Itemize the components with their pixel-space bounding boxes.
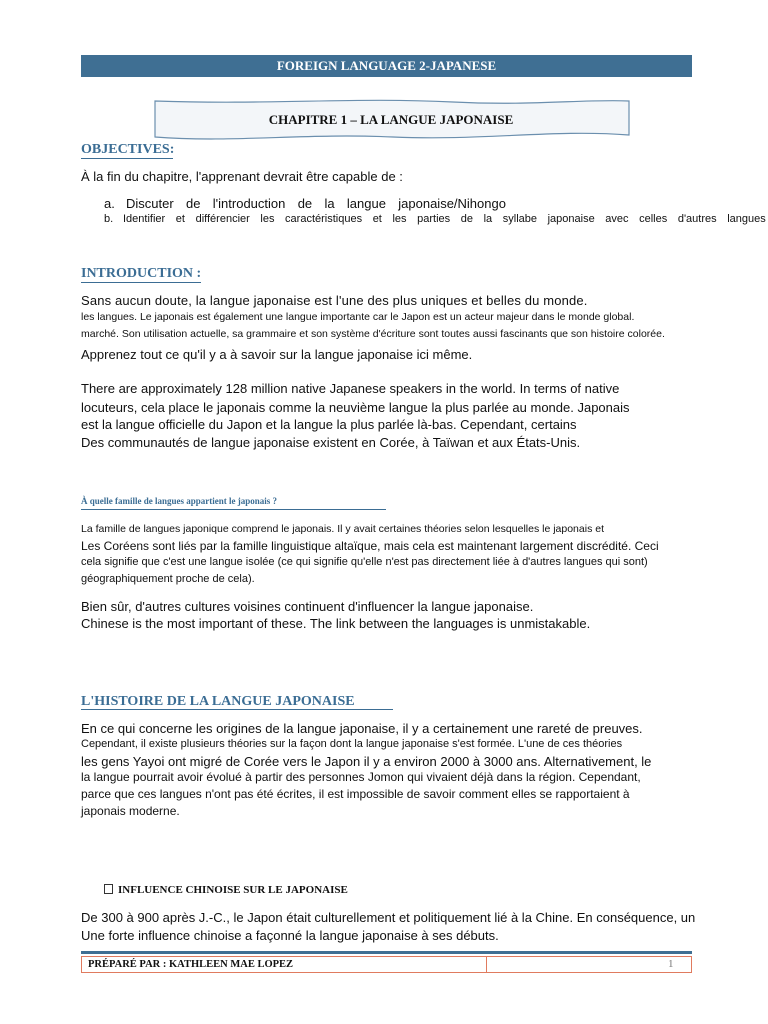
word: et	[372, 213, 382, 225]
chapter-title: CHAPITRE 1 – LA LANGUE JAPONAISE	[268, 112, 514, 127]
word: celles	[639, 213, 668, 225]
word: parties	[417, 213, 451, 225]
family-line-5: Bien sûr, d'autres cultures voisines continuent d'influencer la langue japonaise.	[81, 599, 534, 614]
intro-p2-line-1: There are approximately 128 million native Japanese speakers in the world. In terms of native	[81, 381, 620, 396]
intro-line-1: Sans aucun doute, la langue japonaise est l'une des plus uniques et belles du monde.	[81, 293, 588, 308]
footer-divider	[486, 956, 487, 973]
word: langues	[727, 213, 766, 225]
footer-page-number: 1	[668, 958, 674, 970]
footer-rule	[81, 951, 692, 954]
chinese-influence-heading: INFLUENCE CHINOISE SUR LE JAPONAISE	[118, 884, 348, 896]
intro-line-4: Apprenez tout ce qu'il y a à savoir sur la langue japonaise ici même.	[81, 347, 473, 362]
family-line-4: géographiquement proche de cela).	[81, 573, 255, 585]
family-line-3: cela signifie que c'est une langue isolée (ce qui signifie qu'elle n'est pas directement liée à d'autres langues qui sont)	[81, 556, 648, 568]
intro-line-3: marché. Son utilisation actuelle, sa grammaire et son système d'écriture sont toutes aussi fascinants que son histoire colorée.	[81, 328, 665, 340]
document-header: FOREIGN LANGUAGE 2-JAPANESE	[81, 55, 692, 77]
word: avec	[605, 213, 629, 225]
family-line-6: Chinese is the most important of these. The link between the languages is unmistakable.	[81, 616, 591, 631]
history-heading: L'HISTOIRE DE LA LANGUE JAPONAISE	[81, 694, 355, 709]
word: la	[483, 213, 493, 225]
objective-marker-b: b.	[104, 213, 114, 225]
history-line-6: japonais moderne.	[81, 804, 180, 818]
objectives-heading: OBJECTIVES:	[81, 142, 175, 157]
word: l'introduction	[212, 196, 286, 211]
family-heading-underline	[81, 509, 386, 510]
word: Discuter	[126, 196, 174, 211]
intro-p2-line-4: Des communautés de langue japonaise existent en Corée, à Taïwan et aux États-Unis.	[81, 435, 581, 450]
word: syllabe	[502, 213, 537, 225]
intro-line-2: les langues. Le japonais est également une langue importante car le Japon est un acteur majeur dans le monde global.	[81, 311, 635, 323]
word: caractéristiques	[285, 213, 363, 225]
intro-p2-line-3: est la langue officielle du Japon et la langue la plus parlée là-bas. Cependant, certains	[81, 417, 577, 432]
word: japonaise	[547, 213, 595, 225]
word: différencier	[195, 213, 250, 225]
introduction-heading: INTRODUCTION :	[81, 266, 202, 281]
family-heading: À quelle famille de langues appartient le japonais ?	[81, 496, 278, 506]
word: de	[297, 196, 313, 211]
family-line-1: La famille de langues japonique comprend le japonais. Il y avait certaines théories selon lesquelles le japonais et	[81, 523, 604, 535]
word: d'autres	[677, 213, 717, 225]
word: les	[260, 213, 275, 225]
intro-p2-line-2: locuteurs, cela place le japonais comme la neuvième langue la plus parlée au monde. Japonais	[81, 400, 630, 415]
word: Identifier	[123, 213, 166, 225]
introduction-heading-underline	[81, 282, 201, 283]
objective-item-b	[123, 213, 766, 225]
word: les	[392, 213, 407, 225]
objective-marker-a: a.	[104, 196, 115, 211]
missing-glyph-bullet-icon	[104, 884, 113, 894]
objectives-intro: À la fin du chapitre, l'apprenant devrait être capable de :	[81, 169, 403, 184]
word: langue	[346, 196, 386, 211]
history-line-1: En ce qui concerne les origines de la langue japonaise, il y a certainement une rareté de preuves.	[81, 721, 643, 736]
word: japonaise/Nihongo	[398, 196, 506, 211]
chinese-influence-line-1: De 300 à 900 après J.-C., le Japon était culturellement et politiquement lié à la Chine. En conséquence, un	[81, 910, 696, 925]
history-line-2: Cependant, il existe plusieurs théories sur la façon dont la langue japonaise s'est formée. L'une de ces théories	[81, 738, 623, 750]
family-line-2: Les Coréens sont liés par la famille linguistique altaïque, mais cela est maintenant largement discrédité. Ceci	[81, 539, 659, 553]
history-heading-underline	[81, 709, 393, 710]
chinese-influence-line-2: Une forte influence chinoise a façonné la langue japonaise à ses débuts.	[81, 928, 499, 943]
history-line-5: parce que ces langues n'ont pas été écrites, il est impossible de savoir comment elles se rapportaient à	[81, 787, 630, 801]
objectives-heading-underline	[81, 158, 173, 159]
word: la	[324, 196, 335, 211]
word: de	[186, 196, 201, 211]
word: de	[460, 213, 473, 225]
footer-prepared-by: PRÉPARÉ PAR : KATHLEEN MAE LOPEZ	[88, 959, 294, 970]
objective-item-a	[126, 196, 506, 211]
history-line-4: la langue pourrait avoir évolué à partir des personnes Jomon qui vivaient déjà dans la région. Cependant,	[81, 770, 641, 784]
history-line-3: les gens Yayoi ont migré de Corée vers le Japon il y a environ 2000 à 3000 ans. Alternativement, le	[81, 754, 652, 769]
word: et	[175, 213, 185, 225]
